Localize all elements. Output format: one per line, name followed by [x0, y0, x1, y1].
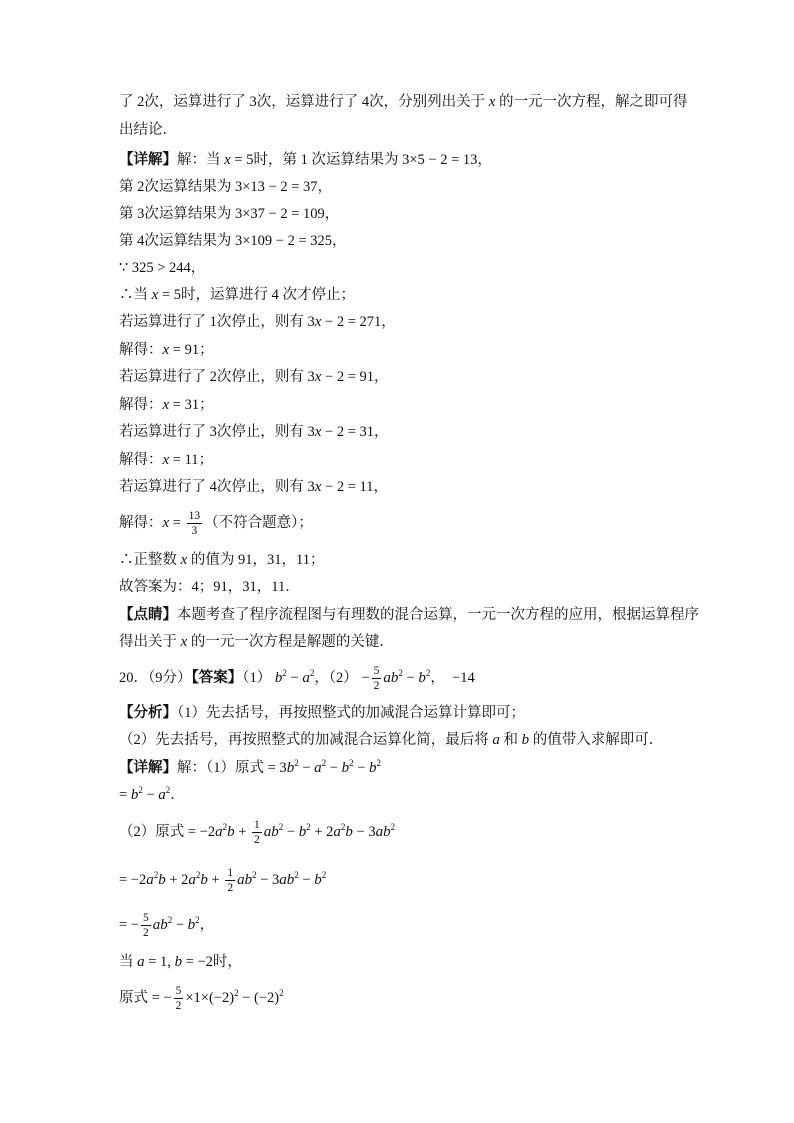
- text-run: 出结论．: [119, 122, 177, 138]
- text-run: 若运算进行了 3次停止，则有: [119, 424, 308, 440]
- text-run: 若运算进行了 4次停止，则有: [119, 479, 308, 495]
- section-label: 【答案】: [191, 670, 243, 686]
- math-variable: x: [162, 397, 170, 413]
- text-run: 若运算进行了 1次停止，则有: [119, 314, 308, 330]
- text-run: ，: [381, 314, 396, 330]
- text-run: ，: [374, 369, 389, 385]
- math-variable: b: [369, 760, 377, 776]
- math-expression: −: [283, 824, 299, 840]
- section-label: 【分析】: [119, 705, 177, 721]
- text-line: [119, 780, 185, 810]
- math-expression: −14: [452, 670, 475, 686]
- math-variable: x: [314, 479, 322, 495]
- fraction: [141, 911, 151, 940]
- math-variable: x: [224, 152, 231, 168]
- text-run: 20．（9分）: [119, 670, 192, 686]
- math-variable: ab: [383, 670, 399, 686]
- text-line: [119, 226, 347, 256]
- superscript: 2: [195, 915, 200, 925]
- math-variable: b: [298, 824, 307, 840]
- math-expression: − 2 = 11: [321, 479, 374, 495]
- text-run: ；: [199, 397, 214, 413]
- math-expression: 325 > 244: [131, 260, 191, 276]
- superscript: 2: [376, 758, 381, 768]
- text-line: [119, 508, 313, 538]
- section-label: 【点睛】: [119, 607, 177, 623]
- superscript: 2: [309, 668, 315, 678]
- math-expression: = 91: [169, 342, 200, 358]
- fraction-denominator: 3: [191, 525, 198, 538]
- math-variable: x: [162, 452, 170, 468]
- text-line: [119, 753, 381, 783]
- superscript: 2: [306, 822, 311, 832]
- math-variable: a: [302, 670, 310, 686]
- math-expression: 3: [307, 479, 315, 495]
- superscript: 2: [167, 915, 173, 925]
- math-variable: a: [314, 760, 322, 776]
- text-line: [119, 115, 177, 145]
- superscript: 2: [153, 870, 159, 880]
- text-run: 解得：: [119, 515, 163, 531]
- fraction-numerator: 5: [142, 912, 149, 925]
- fraction: [252, 818, 262, 847]
- section-label: 【详解】: [119, 760, 177, 776]
- math-expression: = 31: [169, 397, 200, 413]
- math-variable: x: [151, 287, 159, 303]
- superscript: 2: [195, 870, 201, 880]
- math-variable: x: [162, 515, 170, 531]
- text-line: [119, 417, 389, 447]
- math-variable: ab: [152, 917, 168, 933]
- math-variable: x: [314, 314, 322, 330]
- fraction-denominator: 2: [175, 1000, 182, 1013]
- math-expression: = 1,: [144, 954, 175, 970]
- math-variable: ab: [237, 872, 253, 888]
- math-variable: a: [492, 732, 500, 748]
- text-run: 原式: [119, 990, 148, 1006]
- text-run: （2）原式: [119, 824, 185, 840]
- text-run: 解得：: [119, 342, 163, 358]
- math-variable: b: [130, 787, 139, 803]
- math-expression: 3: [307, 314, 315, 330]
- fraction: [174, 984, 184, 1013]
- text-run: 故答案为：4；91，31，11．: [119, 579, 300, 595]
- text-line: [119, 947, 242, 977]
- math-expression: −: [298, 760, 315, 776]
- math-expression: 3×5 − 2 = 13: [402, 152, 478, 168]
- math-expression: 3×13 − 2 = 37: [235, 179, 318, 195]
- math-expression: −: [298, 872, 315, 888]
- fraction-numerator: 1: [254, 819, 260, 832]
- math-variable: b: [227, 824, 235, 840]
- math-variable: x: [488, 94, 496, 110]
- text-run: ，: [324, 206, 340, 222]
- superscript: 2: [390, 822, 396, 832]
- math-variable: a: [146, 872, 154, 888]
- text-run: 的一元一次方程，解之即可得: [495, 94, 688, 110]
- math-expression: = 3: [264, 760, 287, 776]
- superscript: 2: [425, 668, 431, 678]
- math-expression: −: [286, 670, 303, 686]
- text-run: 得出关于: [119, 634, 181, 650]
- math-expression: −: [361, 670, 370, 686]
- math-variable: b: [418, 670, 426, 686]
- math-expression: 3: [307, 369, 315, 385]
- math-expression: − 3: [256, 872, 280, 888]
- math-variable: a: [137, 954, 145, 970]
- text-line: [119, 663, 475, 693]
- math-expression: −: [172, 917, 188, 933]
- text-run: 第 2次运算结果为: [119, 179, 235, 195]
- math-variable: b: [286, 760, 295, 776]
- superscript: 2: [294, 758, 299, 768]
- math-variable: x: [162, 342, 170, 358]
- math-expression: = −: [119, 917, 139, 933]
- math-expression: 3×109 − 2 = 325: [235, 233, 333, 249]
- math-variable: b: [200, 872, 208, 888]
- math-expression: −: [142, 787, 159, 803]
- superscript: 2: [321, 758, 327, 768]
- math-variable: x: [180, 634, 188, 650]
- text-line: [119, 172, 332, 202]
- text-run: 若运算进行了 2次停止，则有: [119, 369, 308, 385]
- fraction-numerator: 5: [175, 985, 182, 998]
- math-expression: = −2: [184, 824, 216, 840]
- math-expression: − (−2): [238, 990, 280, 1006]
- math-expression: = −2: [182, 954, 213, 970]
- text-run: （不符合题意）；: [204, 515, 313, 531]
- text-run: ；: [198, 452, 214, 468]
- text-run: ，（2）: [314, 670, 362, 686]
- math-expression: = 11: [169, 452, 199, 468]
- math-variable: b: [187, 917, 196, 933]
- text-run: ，: [199, 917, 215, 933]
- section-label: 【详解】: [119, 152, 177, 168]
- text-run: ∴正整数: [119, 552, 181, 568]
- text-run: 时，第 1 次运算结果为: [253, 152, 403, 168]
- math-expression: + 2: [310, 824, 334, 840]
- math-expression: + 2: [165, 872, 189, 888]
- text-line: [119, 983, 284, 1013]
- text-run: 解得：: [119, 452, 163, 468]
- text-run: ，: [317, 179, 333, 195]
- text-run: 当: [119, 954, 138, 970]
- text-line: [119, 572, 300, 602]
- text-run: 的值为 91，31，11；: [187, 552, 325, 568]
- math-variable: x: [314, 424, 322, 440]
- text-line: [119, 390, 214, 420]
- text-run: 了 2次，运算进行了 3次，运算进行了 4次，分别列出关于: [119, 94, 489, 110]
- math-variable: a: [158, 787, 166, 803]
- math-variable: b: [274, 670, 283, 686]
- math-variable: b: [158, 872, 166, 888]
- text-line: [119, 600, 699, 630]
- math-variable: ab: [263, 824, 279, 840]
- text-run: 和: [499, 732, 522, 748]
- math-variable: a: [215, 824, 223, 840]
- text-line: [119, 335, 214, 365]
- text-run: ，: [374, 424, 389, 440]
- text-run: 第 3次运算结果为: [119, 206, 235, 222]
- text-line: [119, 280, 355, 310]
- math-expression: =: [169, 515, 185, 531]
- fraction: [372, 664, 382, 693]
- text-run: 解：（1）原式: [177, 760, 264, 776]
- superscript: 2: [282, 668, 287, 678]
- fraction-numerator: 5: [373, 665, 380, 678]
- text-run: 的值带入求解即可．: [529, 732, 664, 748]
- superscript: 2: [252, 870, 257, 880]
- superscript: 2: [349, 758, 354, 768]
- math-variable: ab: [375, 824, 391, 840]
- text-run: ，: [477, 152, 492, 168]
- text-line: [119, 87, 688, 117]
- math-expression: − 2 = 91: [321, 369, 375, 385]
- text-line: [119, 910, 214, 940]
- text-line: [119, 445, 213, 475]
- superscript: 2: [222, 822, 228, 832]
- math-expression: − 3: [352, 824, 376, 840]
- text-run: ∵: [119, 260, 132, 276]
- text-line: [119, 253, 205, 283]
- math-expression: − 2 = 271: [321, 314, 382, 330]
- text-run: （1）先去括号，再按照整式的加减混合运算计算即可；: [177, 705, 525, 721]
- math-expression: ×1×(−2): [185, 990, 235, 1006]
- math-expression: − 2 = 31: [321, 424, 375, 440]
- math-variable: a: [333, 824, 341, 840]
- math-expression: +: [207, 872, 224, 888]
- text-run: ，: [430, 670, 453, 686]
- math-variable: b: [521, 732, 530, 748]
- superscript: 2: [165, 785, 171, 795]
- text-line: [119, 145, 492, 175]
- text-line: [119, 627, 394, 657]
- text-line: [119, 199, 339, 229]
- fraction-denominator: 2: [227, 882, 234, 895]
- fraction-denominator: 2: [254, 834, 260, 847]
- fraction: [187, 509, 203, 538]
- superscript: 2: [398, 668, 403, 678]
- text-run: 的一元一次方程是解题的关键．: [187, 634, 394, 650]
- text-line: [119, 865, 326, 895]
- fraction-numerator: 13: [188, 510, 201, 523]
- math-expression: −: [402, 670, 419, 686]
- math-variable: x: [180, 552, 188, 568]
- text-run: （2）先去括号，再按照整式的加减混合运算化简，最后将: [119, 732, 493, 748]
- math-expression: 3: [307, 424, 315, 440]
- text-run: 时，: [212, 954, 242, 970]
- text-run: ，: [373, 479, 388, 495]
- math-expression: = 5: [158, 287, 181, 303]
- math-variable: ab: [279, 872, 295, 888]
- text-run: （1）: [242, 670, 275, 686]
- superscript: 2: [321, 870, 327, 880]
- math-variable: b: [314, 872, 322, 888]
- text-run: 本题考查了程序流程图与有理数的混合运算，一元一次方程的应用，根据运算程序: [177, 607, 699, 623]
- text-run: ，: [332, 233, 347, 249]
- text-line: [119, 698, 525, 728]
- superscript: 2: [340, 822, 346, 832]
- text-run: ∴当: [119, 287, 152, 303]
- text-line: [119, 362, 389, 392]
- math-expression: = 5: [230, 152, 254, 168]
- math-variable: b: [341, 760, 350, 776]
- fraction-denominator: 2: [142, 927, 149, 940]
- math-variable: b: [174, 954, 183, 970]
- math-expression: =: [119, 787, 131, 803]
- math-expression: +: [234, 824, 251, 840]
- text-run: ；: [199, 342, 214, 358]
- text-run: 解：当: [177, 152, 225, 168]
- superscript: 2: [278, 822, 284, 832]
- math-expression: −: [326, 760, 342, 776]
- math-variable: b: [345, 824, 353, 840]
- text-line: [119, 817, 395, 847]
- math-expression: −: [353, 760, 369, 776]
- text-line: [119, 725, 663, 755]
- text-run: 解得：: [119, 397, 163, 413]
- math-expression: 3×37 − 2 = 109: [235, 206, 325, 222]
- text-line: [119, 307, 396, 337]
- text-run: 时，运算进行 4 次才停止；: [180, 287, 355, 303]
- math-variable: x: [314, 369, 322, 385]
- superscript: 2: [138, 785, 143, 795]
- fraction-denominator: 2: [373, 680, 380, 693]
- math-variable: a: [188, 872, 196, 888]
- superscript: 2: [279, 988, 284, 998]
- math-expression: = −2: [119, 872, 147, 888]
- text-run: ．: [170, 787, 185, 803]
- text-line: [119, 545, 325, 575]
- superscript: 2: [234, 988, 239, 998]
- text-run: 第 4次运算结果为: [119, 233, 235, 249]
- text-run: ，: [190, 260, 206, 276]
- math-expression: = −: [148, 990, 172, 1006]
- superscript: 2: [294, 870, 299, 880]
- fraction: [225, 866, 235, 895]
- text-line: [119, 472, 388, 502]
- fraction-numerator: 1: [227, 867, 234, 880]
